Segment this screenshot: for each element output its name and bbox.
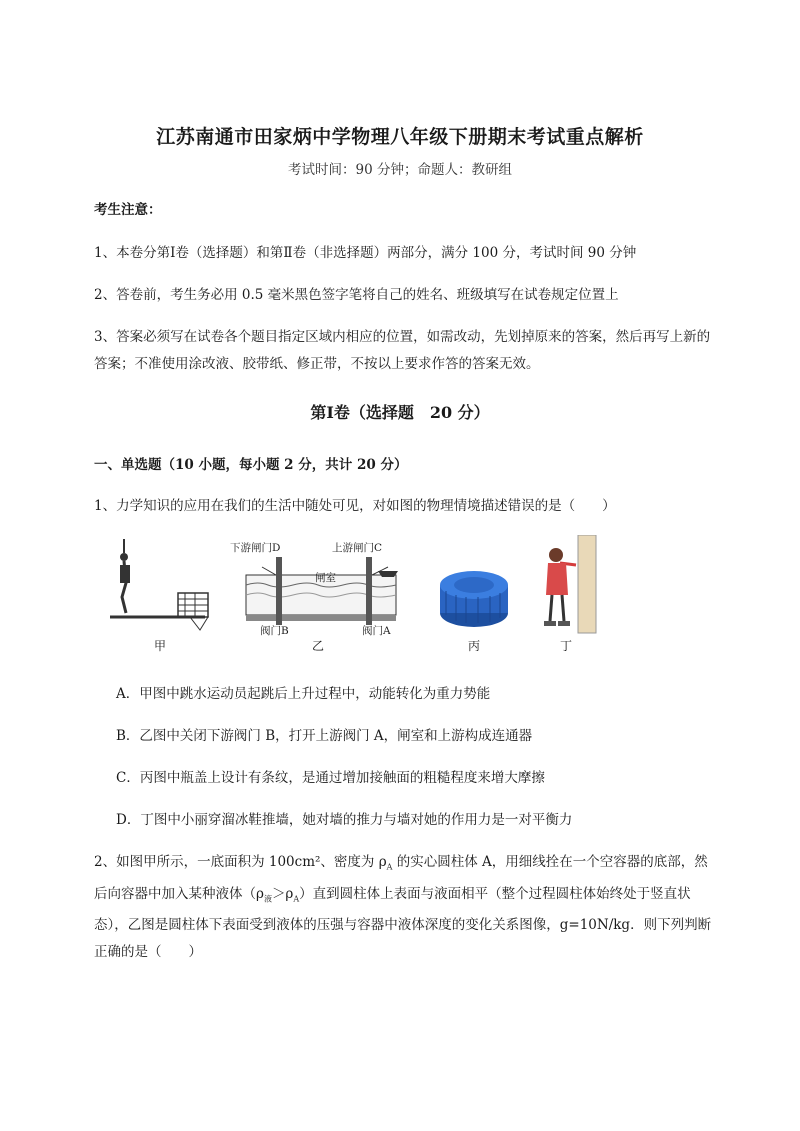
- question-2-stem: 2、如图甲所示，一底面积为 100cm²、密度为 $\rho_A$ 的实心圆柱体 A，用细线拴在一个空容器的底部，然后向容器中加入某种液体$(\rho_液>\rho_A)$直到圆柱体上表面与液面相平（整个过程圆柱体始终处于竖直状态），乙图是圆柱体下表面受到液体的压强与容器中液体深度的变化关系图像，g=10N/kg．则下列判断正确的是（ ）: [94, 854, 712, 961]
- girl-pushing-wall-figure: [538, 535, 598, 635]
- page-title: 江苏南通市田家炳中学物理八年级下册期末考试重点解析: [156, 126, 644, 148]
- label-valve-a: 阀门A: [362, 625, 391, 637]
- question-1-option-a: A．甲图中跳水运动员起跳后上升过程中，动能转化为重力势能: [116, 686, 491, 702]
- label-upstream-gate: 上游闸门C: [332, 542, 383, 554]
- question-1-option-c: C．丙图中瓶盖上设计有条纹，是通过增加接触面的粗糙程度来增大摩擦: [116, 770, 545, 786]
- ship-lock-figure: [238, 545, 408, 635]
- notice-item-2: 2、答卷前，考生务必用 0.5 毫米黑色签字笔将自己的姓名、班级填写在试卷规定位置上: [94, 287, 619, 303]
- question-1-option-d: D．丁图中小丽穿溜冰鞋推墙，她对墙的推力与墙对她的作用力是一对平衡力: [116, 812, 573, 828]
- figure-label-yi: 乙: [312, 639, 325, 653]
- question-1-option-b: B．乙图中关闭下游阀门 B，打开上游阀门 A，闸室和上游构成连通器: [116, 728, 533, 744]
- section-title: 第Ⅰ卷（选择题 20 分）: [310, 403, 490, 422]
- exam-info: 考试时间：90 分钟；命题人：教研组: [288, 162, 512, 178]
- question-1-stem: 1、力学知识的应用在我们的生活中随处可见，对如图的物理情境描述错误的是（ ）: [94, 498, 616, 514]
- part-heading: 一、单选题（10 小题，每小题 2 分，共计 20 分）: [94, 457, 408, 473]
- figure-label-jia: 甲: [154, 639, 167, 653]
- diver-figure: [100, 535, 220, 635]
- notice-item-1: 1、本卷分第Ⅰ卷（选择题）和第Ⅱ卷（非选择题）两部分，满分 100 分，考试时间 90 分钟: [94, 245, 637, 261]
- notice-item-3: 3、答案必须写在试卷各个题目指定区域内相应的位置，如需改动，先划掉原来的答案，然后再写上新的答案；不准使用涂改液、胶带纸、修正带，不按以上要求作答的答案无效。: [94, 329, 711, 372]
- label-valve-b: 阀门B: [260, 625, 289, 637]
- question-1-figures: [100, 535, 600, 660]
- notice-heading: 考生注意：: [94, 202, 162, 218]
- figure-label-ding: 丁: [560, 639, 573, 653]
- label-downstream-gate: 下游闸门D: [230, 542, 281, 554]
- label-lock-chamber: 闸室: [315, 572, 336, 584]
- figure-label-bing: 丙: [468, 639, 481, 653]
- bottle-cap-figure: [434, 563, 514, 635]
